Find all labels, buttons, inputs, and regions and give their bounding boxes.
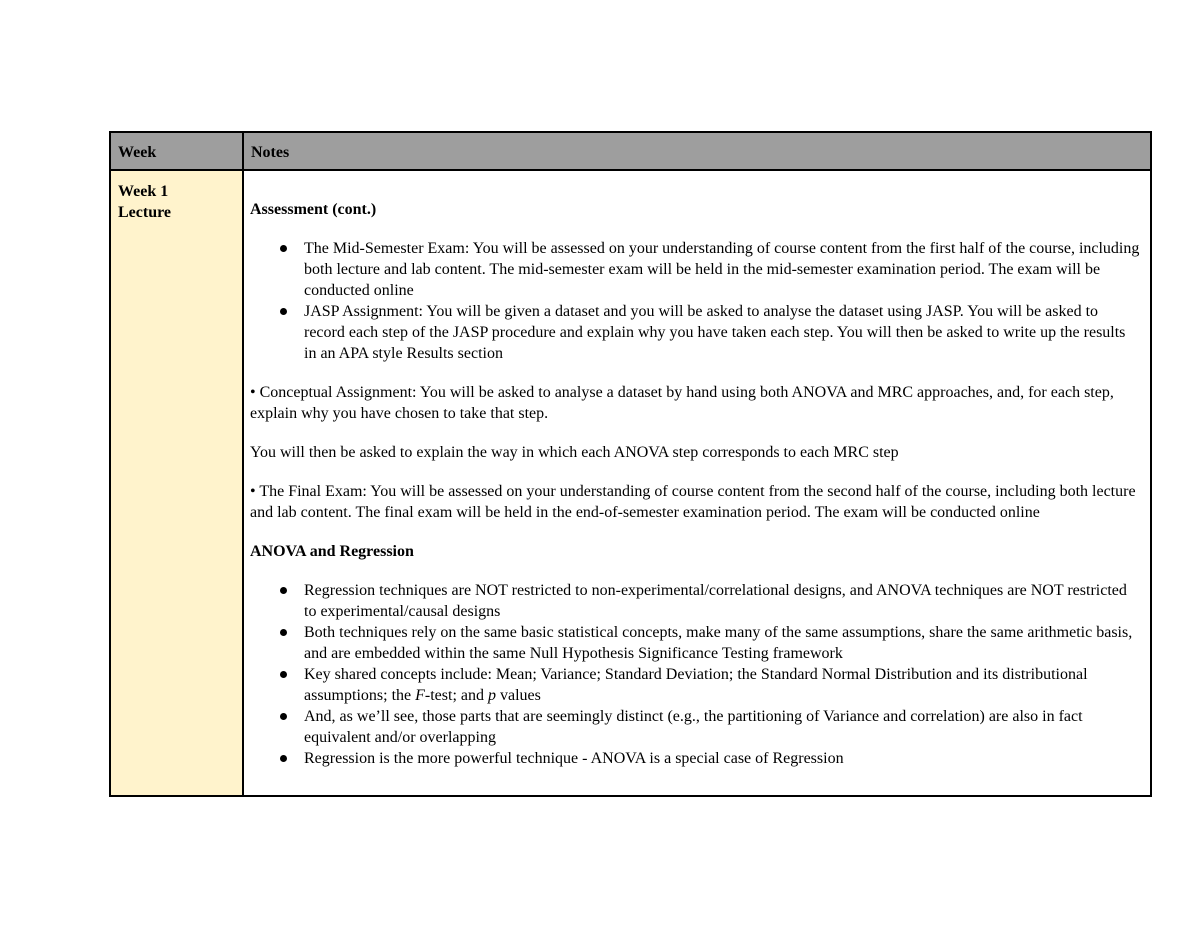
list-item-jasp-assignment: JASP Assignment: You will be given a dataset and you will be asked to analyse the dataset using JASP. You will be asked to record each step of the JASP procedure and explain why you have taken each step. You will then be asked to write up the results in an APA style Results section: [304, 301, 1140, 364]
f-symbol: F: [415, 687, 425, 704]
notes-cell: [244, 171, 1150, 795]
anova-regression-list: [250, 580, 1140, 769]
session-type-label: Lecture: [118, 204, 172, 221]
week-column-header: Week: [111, 133, 244, 171]
list-item-equivalent-parts: And, as we’ll see, those parts that are seemingly distinct (e.g., the partitioning of Variance and correlation) are also in fact equivalent and/or overlapping: [304, 706, 1140, 748]
week-cell: [111, 171, 244, 795]
notes-column-header: Notes: [244, 133, 1150, 171]
list-item-mid-semester-exam: The Mid-Semester Exam: You will be assessed on your understanding of course content from the first half of the course, including both lecture and lab content. The mid-semester exam will be held in the mid-semester examination period. The exam will be conducted online: [304, 240, 1140, 299]
week-label: Week 1: [118, 183, 169, 200]
shared-concepts-text-end: values: [495, 687, 541, 704]
list-item-shared-concepts: [304, 664, 1140, 706]
final-exam-paragraph: • The Final Exam: You will be assessed on your understanding of course content from the second half of the course, including both lecture and lab content. The final exam will be held in the end-of-semester examination period. The exam will be conducted online: [250, 483, 1136, 521]
shared-concepts-text-middle: -test; and: [424, 687, 488, 704]
anova-regression-heading: ANOVA and Regression: [250, 543, 414, 560]
p-symbol: p: [487, 687, 496, 704]
explain-step-paragraph: You will then be asked to explain the way in which each ANOVA step corresponds to each MRC step: [250, 444, 899, 461]
course-notes-table: [109, 131, 1152, 797]
assessment-heading: Assessment (cont.): [250, 201, 377, 218]
list-item-not-restricted: Regression techniques are NOT restricted to non-experimental/correlational designs, and ANOVA techniques are NOT restricted to experimental/causal designs: [304, 580, 1140, 622]
list-item-regression-more-powerful: Regression is the more powerful technique - ANOVA is a special case of Regression: [304, 748, 1140, 769]
list-item-shared-basis: Both techniques rely on the same basic statistical concepts, make many of the same assumptions, share the same arithmetic basis, and are embedded within the same Null Hypothesis Significance Testing framework: [304, 622, 1140, 664]
shared-concepts-text-start: Key shared concepts include: Mean; Variance; Standard Deviation; the Standard Normal Distribution and its distributional assumptions; the: [304, 666, 1088, 704]
assessment-list: [250, 238, 1140, 364]
conceptual-assignment-paragraph: • Conceptual Assignment: You will be asked to analyse a dataset by hand using both ANOVA and MRC approaches, and, for each step, explain why you have chosen to take that step.: [250, 384, 1114, 422]
